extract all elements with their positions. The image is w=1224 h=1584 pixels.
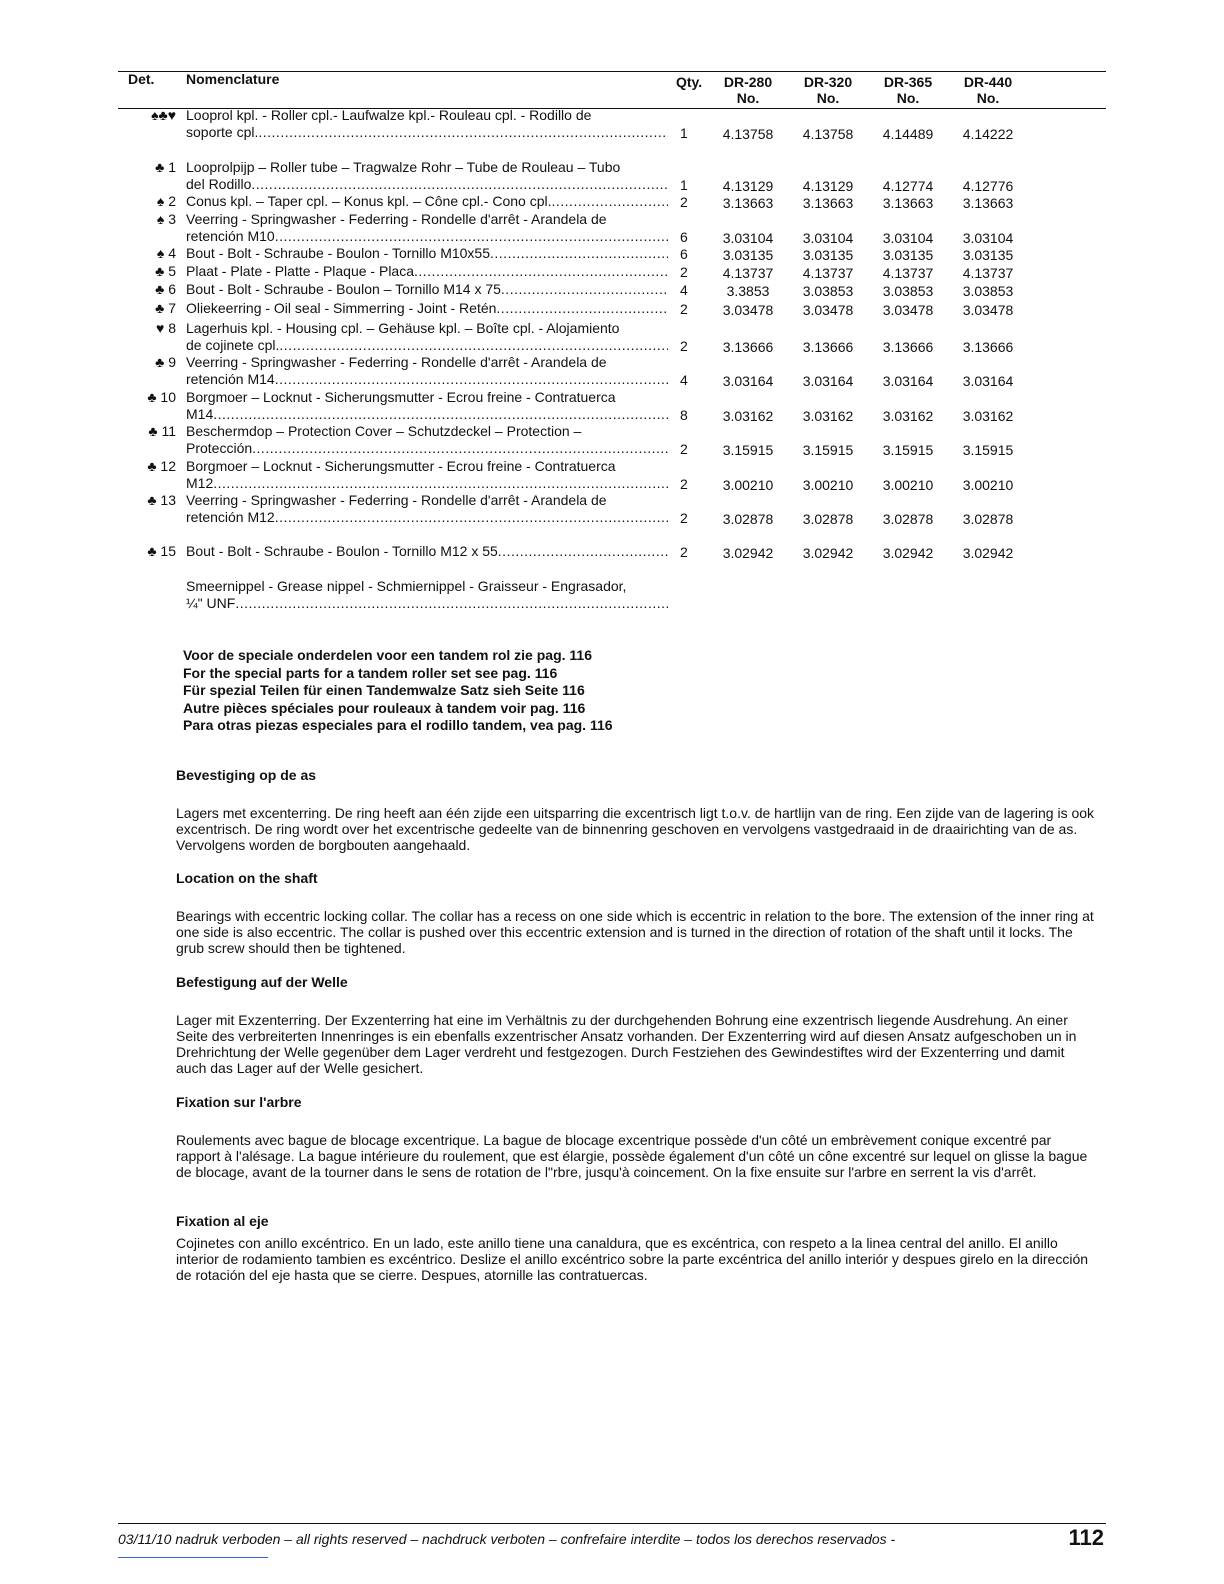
row-det: ♠♣♥ xyxy=(151,107,176,123)
row-qty: 4 xyxy=(680,282,688,298)
row-part-number: 4.13737 xyxy=(882,265,934,281)
row-det: ♠ 4 xyxy=(156,245,176,261)
row-description xyxy=(186,159,668,193)
row-part-number: 3.03104 xyxy=(882,230,934,246)
row-description-line2 xyxy=(186,228,668,245)
header-nomenclature: Nomenclature xyxy=(186,71,280,87)
row-det: ♥ 8 xyxy=(156,320,176,336)
row-qty: 8 xyxy=(680,407,688,423)
row-part-number: 3.03164 xyxy=(802,373,854,389)
header-model-name: DR-320 xyxy=(803,74,853,90)
page-number: 112 xyxy=(1068,1525,1104,1550)
row-qty: 2 xyxy=(680,510,688,526)
header-model-name: DR-280 xyxy=(723,74,773,90)
row-description-line1: Borgmoer – Locknut - Sicherungsmutter - Ecrou freine - Contratuerca xyxy=(186,389,616,405)
row-qty: 2 xyxy=(680,338,688,354)
row-part-number: 4.13129 xyxy=(802,178,854,194)
row-part-number: 3.03478 xyxy=(722,302,774,318)
row-description-text: retención M10 xyxy=(186,228,275,244)
row-part-number: 4.13758 xyxy=(802,126,854,142)
row-part-number: 3.02942 xyxy=(802,545,854,561)
row-part-number: 3.03162 xyxy=(802,408,854,424)
row-description xyxy=(186,281,668,298)
row-part-number: 3.03478 xyxy=(802,302,854,318)
row-part-number: 3.03853 xyxy=(962,283,1014,299)
row-part-number: 3.02942 xyxy=(722,545,774,561)
header-model-no: No. xyxy=(896,90,920,106)
header-model-dr440 xyxy=(953,74,1023,106)
row-description-text: retención M14 xyxy=(186,371,275,387)
row-description xyxy=(186,193,668,210)
row-description-line1: Beschermdop – Protection Cover – Schutzdeckel – Protection – xyxy=(186,423,582,439)
row-description xyxy=(186,354,668,388)
row-part-number: 4.13737 xyxy=(802,265,854,281)
row-description xyxy=(186,300,668,317)
row-det: ♣ 15 xyxy=(147,543,176,559)
row-part-number: 3.00210 xyxy=(722,477,774,493)
leader-dots xyxy=(498,543,668,560)
row-det: ♣ 12 xyxy=(147,458,176,474)
row-part-number: 3.03164 xyxy=(882,373,934,389)
row-description-line2 xyxy=(186,124,668,141)
leader-dots xyxy=(279,337,668,354)
row-part-number: 3.13666 xyxy=(882,339,934,355)
row-description xyxy=(186,211,668,245)
row-description xyxy=(186,107,668,141)
footer-copyright: 03/11/10 nadruk verboden – all rights reserved – nachdruck verboten – confrefaire interdite – todos los derechos reservados - xyxy=(118,1531,896,1547)
section-text-de: Lager mit Exzenterring. Der Exzenterring hat eine im Verhältnis zu der durchgehenden Bohrung eine exzentrisch liegende Ausdrehung. An einer Seite des verbreiterten Innenringes is ein ebenfalls exzentrischer Ansatz vorhanden. Der Exzenterring wird auf diesen Ansatz aufgeschoben un in Drehrichtung der Welle gegenüber dem Lager verdreht und festgezogen. Durch Festziehen des Gewindestiftes wird der Exzenterring und damit auch das Lager auf der Welle gesichert. xyxy=(176,1012,1077,1076)
row-description-line1: Veerring - Springwasher - Federring - Rondelle d'arrêt - Arandela de xyxy=(186,492,607,508)
row-part-number: 3.13666 xyxy=(722,339,774,355)
tandem-note-line: Voor de speciale onderdelen voor een tandem rol zie pag. 116 xyxy=(183,647,592,663)
row-description-text: soporte cpl. xyxy=(186,124,259,140)
row-part-number: 4.13737 xyxy=(962,265,1014,281)
row-description-line2 xyxy=(186,300,668,317)
row-part-number: 3.03853 xyxy=(882,283,934,299)
row-part-number: 3.02942 xyxy=(882,545,934,561)
row-det: ♣ 6 xyxy=(155,281,176,297)
row-part-number: 3.03478 xyxy=(962,302,1014,318)
row-description-text: Conus kpl. – Taper cpl. – Konus kpl. – Cône cpl.- Cono cpl. xyxy=(186,193,552,209)
row-description-line2 xyxy=(186,440,668,457)
leader-dots xyxy=(275,371,668,388)
row-part-number: 3.03104 xyxy=(962,230,1014,246)
row-part-number: 4.12774 xyxy=(882,178,934,194)
row-part-number: 3.03135 xyxy=(802,247,854,263)
leader-dots xyxy=(258,124,668,141)
row-part-number: 3.3853 xyxy=(726,283,770,299)
row-qty: 2 xyxy=(680,194,688,210)
row-part-number: 3.15915 xyxy=(722,442,774,458)
leader-dots xyxy=(252,440,668,457)
row-part-number: 3.03104 xyxy=(722,230,774,246)
row-description-text: de cojinete cpl. xyxy=(186,337,280,353)
row-det: ♣ 9 xyxy=(155,354,176,370)
row-qty: 2 xyxy=(680,544,688,560)
leader-dots xyxy=(213,475,668,492)
section-text-en: Bearings with eccentric locking collar. The collar has a recess on one side which is eccentric in relation to the bore. The extension of the inner ring at one side is also eccentric. The collar is pushed over this eccentric extension and is turned in the direction of rotation of the shaft until it locks. The grub screw should then be tightened. xyxy=(176,908,1094,956)
row-part-number: 4.14222 xyxy=(962,126,1014,142)
row-part-number: 3.13663 xyxy=(882,195,934,211)
row-det: ♠ 3 xyxy=(156,211,176,227)
row-description-text: M12 xyxy=(186,475,214,491)
row-part-number: 3.03135 xyxy=(962,247,1014,263)
row-description-text: del Rodillo xyxy=(186,176,252,192)
header-model-no: No. xyxy=(736,90,760,106)
row-part-number: 3.03162 xyxy=(722,408,774,424)
row-description xyxy=(186,578,668,612)
row-det: ♣ 1 xyxy=(155,159,176,175)
section-title-es: Fixation al eje xyxy=(176,1213,269,1229)
row-qty: 2 xyxy=(680,476,688,492)
row-description-text: Bout - Bolt - Schraube - Boulon - Tornillo M10x55 xyxy=(186,245,491,261)
leader-dots xyxy=(275,509,668,526)
row-part-number: 3.02878 xyxy=(882,511,934,527)
row-description-text: retención M12 xyxy=(186,509,275,525)
row-description xyxy=(186,245,668,262)
row-det: ♣ 11 xyxy=(148,423,176,439)
footer-rule xyxy=(118,1523,1106,1524)
row-part-number: 3.02878 xyxy=(722,511,774,527)
row-qty: 4 xyxy=(680,372,688,388)
row-description-line2 xyxy=(186,193,668,210)
row-description-text: M14 xyxy=(186,406,214,422)
row-part-number: 3.15915 xyxy=(882,442,934,458)
section-title-nl: Bevestiging op de as xyxy=(176,767,317,783)
row-qty: 1 xyxy=(680,177,688,193)
row-part-number: 4.13129 xyxy=(722,178,774,194)
header-model-name: DR-365 xyxy=(883,74,933,90)
tandem-note-line: Para otras piezas especiales para el rodillo tandem, vea pag. 116 xyxy=(183,717,613,733)
row-part-number: 3.13666 xyxy=(962,339,1014,355)
row-description-text: Bout - Bolt - Schraube - Boulon – Tornillo M14 x 75 xyxy=(186,281,501,297)
row-description-text: Protección xyxy=(186,440,253,456)
row-description-text: Oliekeerring - Oil seal - Simmerring - Joint - Retén xyxy=(186,300,497,316)
row-description xyxy=(186,492,668,526)
header-model-dr365 xyxy=(873,74,943,106)
row-description-line1: Veerring - Springwasher - Federring - Rondelle d'arrêt - Arandela de xyxy=(186,354,607,370)
leader-dots xyxy=(275,228,668,245)
header-model-dr280 xyxy=(713,74,783,106)
leader-dots xyxy=(552,193,669,210)
row-det: ♣ 13 xyxy=(147,492,176,508)
row-description-line1: Looprol kpl. - Roller cpl.- Laufwalze kpl.- Rouleau cpl. - Rodillo de xyxy=(186,107,592,123)
section-text-fr: Roulements avec bague de blocage excentrique. La bague de blocage excentrique possède d'un côté un embrèvement conique excentré par rapport à l'alésage. La bague intérieure du roulement, que est élargie, possède également d'un côté un cône excentré sur lequel on glisse la bague de blocage, avant de la tourner dans le sens de rotation de l"rbre, jusqu'à coincement. On la fixe ensuite sur l'arbre en serrent la vis d'arrêt. xyxy=(176,1132,1088,1180)
row-part-number: 3.13663 xyxy=(962,195,1014,211)
row-part-number: 3.03162 xyxy=(882,408,934,424)
row-description-line2 xyxy=(186,595,668,612)
row-part-number: 3.02878 xyxy=(802,511,854,527)
row-part-number: 3.13663 xyxy=(722,195,774,211)
row-description xyxy=(186,263,668,280)
row-det: ♣ 5 xyxy=(155,263,176,279)
row-description xyxy=(186,423,668,457)
row-part-number: 3.03853 xyxy=(802,283,854,299)
row-part-number: 3.00210 xyxy=(802,477,854,493)
row-det: ♣ 10 xyxy=(147,389,176,405)
header-model-name: DR-440 xyxy=(963,74,1013,90)
row-description-line2 xyxy=(186,245,668,262)
header-det: Det. xyxy=(128,71,155,87)
row-part-number: 3.03478 xyxy=(882,302,934,318)
row-qty: 2 xyxy=(680,441,688,457)
footer-accent-line xyxy=(118,1557,268,1558)
row-part-number: 3.03135 xyxy=(882,247,934,263)
row-description-line2 xyxy=(186,475,668,492)
section-title-fr: Fixation sur l'arbre xyxy=(176,1094,302,1110)
row-description-text: Bout - Bolt - Schraube - Boulon - Tornillo M12 x 55 xyxy=(186,543,498,559)
section-title-en: Location on the shaft xyxy=(176,870,318,886)
row-part-number: 3.03164 xyxy=(962,373,1014,389)
row-part-number: 3.03162 xyxy=(962,408,1014,424)
row-part-number: 4.13758 xyxy=(722,126,774,142)
tandem-note-line: Für spezial Teilen für einen Tandemwalze Satz sieh Seite 116 xyxy=(183,682,585,698)
row-description-line2 xyxy=(186,176,668,193)
row-description-line2 xyxy=(186,337,668,354)
row-part-number: 3.00210 xyxy=(962,477,1014,493)
row-part-number: 4.13737 xyxy=(722,265,774,281)
row-description xyxy=(186,543,668,560)
row-part-number: 3.00210 xyxy=(882,477,934,493)
row-qty: 1 xyxy=(680,125,688,141)
row-part-number: 3.15915 xyxy=(962,442,1014,458)
header-model-no: No. xyxy=(976,90,1000,106)
row-part-number: 3.03164 xyxy=(722,373,774,389)
row-qty: 6 xyxy=(680,229,688,245)
row-part-number: 3.13663 xyxy=(802,195,854,211)
row-qty: 2 xyxy=(680,264,688,280)
header-qty: Qty. xyxy=(676,74,703,90)
row-description-line2 xyxy=(186,406,668,423)
row-description xyxy=(186,320,668,354)
leader-dots xyxy=(490,245,668,262)
row-description-line2 xyxy=(186,509,668,526)
header-model-no: No. xyxy=(816,90,840,106)
leader-dots xyxy=(414,263,668,280)
row-det: ♣ 7 xyxy=(155,300,176,316)
row-part-number: 3.03135 xyxy=(722,247,774,263)
leader-dots xyxy=(213,406,668,423)
section-text-es: Cojinetes con anillo excéntrico. En un lado, este anillo tiene una canaldura, que es excéntrica, con respeto a la linea central del anillo. El anillo interior de rodamiento tambien es excéntrico. Deslize el anillo excéntrico sobre la parte excéntrica del anillo interiór y despues girelo en la dirección de rotación del eje hasta que se cierre. Despues, atornille las contratuercas. xyxy=(176,1235,1089,1283)
section-title-de: Befestigung auf der Welle xyxy=(176,974,348,990)
leader-dots xyxy=(501,281,668,298)
row-description-line2 xyxy=(186,281,668,298)
row-description-line2 xyxy=(186,371,668,388)
row-part-number: 4.12776 xyxy=(962,178,1014,194)
row-description-line1: Borgmoer – Locknut - Sicherungsmutter - Ecrou freine - Contratuerca xyxy=(186,458,616,474)
row-det: ♠ 2 xyxy=(156,193,176,209)
row-part-number: 3.02942 xyxy=(962,545,1014,561)
leader-dots xyxy=(235,595,668,612)
row-part-number: 3.03104 xyxy=(802,230,854,246)
row-qty: 6 xyxy=(680,246,688,262)
row-description-line1: Looprolpijp – Roller tube – Tragwalze Rohr – Tube de Rouleau – Tubo xyxy=(186,159,621,175)
row-description-line1: Smeernippel - Grease nippel - Schmiernippel - Graisseur - Engrasador, xyxy=(186,578,627,594)
row-part-number: 3.02878 xyxy=(962,511,1014,527)
leader-dots xyxy=(496,300,668,317)
section-text-nl: Lagers met excenterring. De ring heeft aan één zijde een uitsparring die excentrisch ligt t.o.v. de hartlijn van de ring. Een zijde van de lagering is ook excentrisch. De ring wordt over het excentrische gedeelte van de binnenring geschoven en vervolgens vastgedraaid in de draairichting van de as. Vervolgens worden de borgbouten aangehaald. xyxy=(176,805,1095,853)
row-description-text: Plaat - Plate - Platte - Plaque - Placa xyxy=(186,263,414,279)
tandem-note-line: Autre pièces spéciales pour rouleaux à tandem voir pag. 116 xyxy=(183,699,586,716)
row-qty: 2 xyxy=(680,301,688,317)
row-description-text: ¼" UNF xyxy=(186,595,236,611)
row-part-number: 4.14489 xyxy=(882,126,934,142)
row-description-line1: Lagerhuis kpl. - Housing cpl. – Gehäuse kpl. – Boîte cpl. - Alojamiento xyxy=(186,320,620,336)
row-description xyxy=(186,458,668,492)
row-part-number: 3.13666 xyxy=(802,339,854,355)
row-description-line1: Veerring - Springwasher - Federring - Rondelle d'arrêt - Arandela de xyxy=(186,211,607,227)
tandem-note xyxy=(183,647,613,735)
row-description-line2 xyxy=(186,543,668,560)
leader-dots xyxy=(251,176,668,193)
row-description-line2 xyxy=(186,263,668,280)
row-description xyxy=(186,389,668,423)
header-model-dr320 xyxy=(793,74,863,106)
tandem-note-line: For the special parts for a tandem roller set see pag. 116 xyxy=(183,664,558,681)
row-part-number: 3.15915 xyxy=(802,442,854,458)
